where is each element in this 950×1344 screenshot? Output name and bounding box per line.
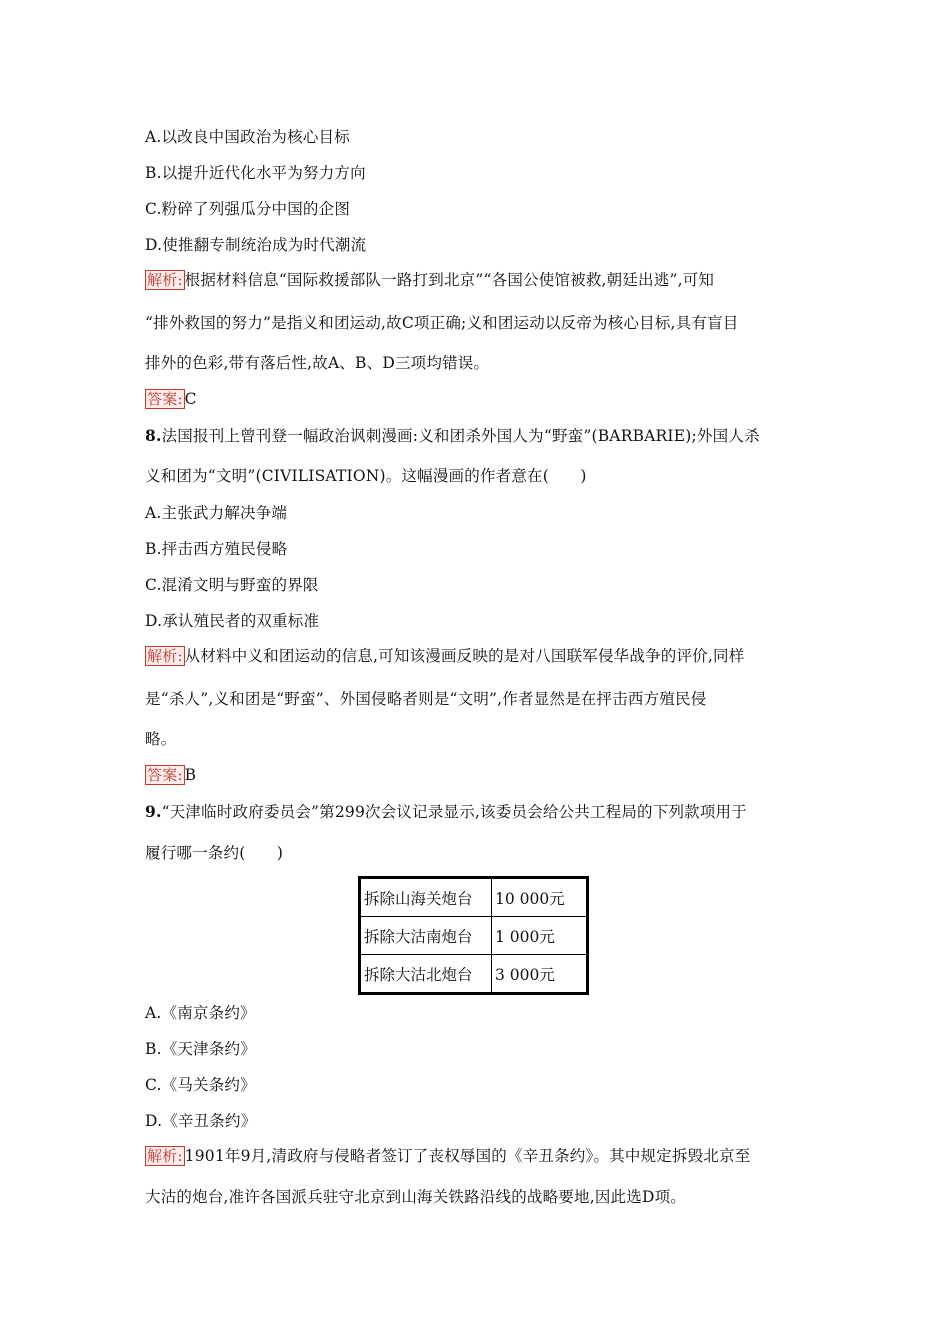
q8-analysis-line-3: 略。 [145,730,177,748]
q9-option-d: D.《辛丑条约》 [145,1112,257,1130]
q9-stem-line-1 [145,801,747,823]
table-row [360,955,588,994]
q9-option-a: A.《南京条约》 [145,1004,256,1022]
analysis-label: 解析: [147,1147,183,1165]
payment-table [358,876,589,995]
table-cell-item: 拆除山海关炮台 [360,878,492,917]
table-cell-item: 拆除大沽南炮台 [360,917,492,955]
table-cell-amount: 1 000元 [492,917,588,955]
analysis-text: 根据材料信息“国际救援部队一路打到北京”“各国公使馆被救,朝廷出逃”,可知 [184,271,715,289]
table-row [360,878,588,917]
table-row [360,917,588,955]
q8-option-a: A.主张武力解决争端 [145,504,288,522]
q9-analysis-line-2: 大沽的炮台,准许各国派兵驻守北京到山海关铁路沿线的战略要地,因此选D项。 [145,1188,686,1206]
q8-option-b: B.抨击西方殖民侵略 [145,540,288,558]
question-number: 9. [145,802,162,821]
analysis-label: 解析: [147,271,183,289]
stem-text: 法国报刊上曾刊登一幅政治讽刺漫画:义和团杀外国人为“野蛮”(BARBARIE);外国人杀 [161,427,760,445]
table-cell-item: 拆除大沽北炮台 [360,955,492,994]
q9-analysis-line-1 [145,1145,750,1167]
answer-value: C [184,390,197,408]
q8-analysis-line-2: 是“杀人”,义和团是“野蛮”、外国侵略者则是“文明”,作者显然是在抨击西方殖民侵 [145,690,707,708]
answer-label: 答案: [147,390,183,408]
answer-label: 答案: [147,766,183,784]
question-number: 8. [145,426,162,445]
q8-option-c: C.混淆文明与野蛮的界限 [145,576,319,594]
q7-analysis-line-1 [145,269,714,291]
analysis-label: 解析: [147,647,183,665]
q9-option-c: C.《马关条约》 [145,1076,256,1094]
q7-option-a: A.以改良中国政治为核心目标 [145,128,350,146]
q7-answer [145,388,197,410]
q7-option-d: D.使推翻专制统治成为时代潮流 [145,236,367,254]
q8-answer [145,764,196,786]
q9-option-b: B.《天津条约》 [145,1040,256,1058]
table-cell-amount: 10 000元 [492,878,588,917]
answer-value: B [184,766,197,784]
q7-option-b: B.以提升近代化水平为努力方向 [145,164,366,182]
analysis-text: 1901年9月,清政府与侵略者签订了丧权辱国的《辛丑条约》。其中规定拆毁北京至 [184,1147,751,1165]
q9-stem-line-2: 履行哪一条约( ) [145,844,284,862]
q8-option-d: D.承认殖民者的双重标准 [145,612,320,630]
q8-analysis-line-1 [145,645,744,667]
q7-analysis-line-3: 排外的色彩,带有落后性,故A、B、D三项均错误。 [145,354,490,372]
q8-stem-line-2: 义和团为“文明”(CIVILISATION)。这幅漫画的作者意在( ) [145,467,587,485]
q7-option-c: C.粉碎了列强瓜分中国的企图 [145,200,351,218]
table-cell-amount: 3 000元 [492,955,588,994]
q7-analysis-line-2: “排外救国的努力”是指义和团运动,故C项正确;义和团运动以反帝为核心目标,具有盲目 [145,314,739,332]
stem-text: “天津临时政府委员会”第299次会议记录显示,该委员会给公共工程局的下列款项用于 [161,803,747,821]
analysis-text: 从材料中义和团运动的信息,可知该漫画反映的是对八国联军侵华战争的评价,同样 [184,647,745,665]
q8-stem-line-1 [145,425,760,447]
